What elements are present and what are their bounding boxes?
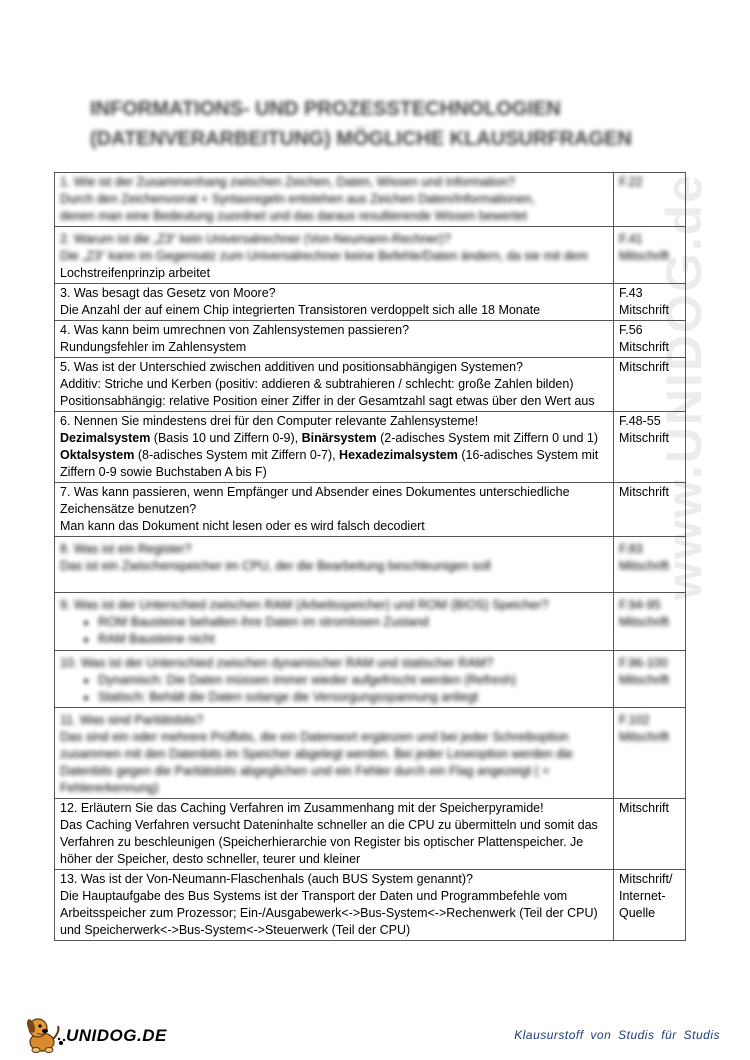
- source-line: Mitschrift: [619, 673, 669, 687]
- question-cell: [55, 321, 614, 358]
- term-bold: Dezimalsystem: [60, 431, 151, 445]
- source-line: F.56: [619, 323, 643, 337]
- question-cell: [55, 173, 614, 227]
- question-cell: [55, 799, 614, 870]
- question-text: 10. Was ist der Unterschied zwischen dynamischer RAM und statischer RAM?: [60, 656, 494, 670]
- source-line: F.43: [619, 286, 643, 300]
- table-row: [55, 284, 686, 321]
- question-cell: [55, 870, 614, 941]
- question-text: 3. Was besagt das Gesetz von Moore?: [60, 286, 276, 300]
- table-row: [55, 321, 686, 358]
- answer-line: Man kann das Dokument nicht lesen oder es wird falsch decodiert: [60, 519, 425, 533]
- source-cell: [614, 708, 686, 799]
- table-row: [55, 173, 686, 227]
- question-cell: [55, 483, 614, 537]
- source-line: F.102: [619, 713, 650, 727]
- source-cell: [614, 593, 686, 651]
- term-bold: Oktalsystem: [60, 448, 135, 462]
- footer-tagline: Klausurstoff von Studis für Studis: [514, 1028, 720, 1042]
- question-cell: [55, 284, 614, 321]
- term-bold: Binärsystem: [301, 431, 377, 445]
- source-cell: [614, 173, 686, 227]
- source-cell: [614, 321, 686, 358]
- question-text: 4. Was kann beim umrechnen von Zahlensystemen passieren?: [60, 323, 410, 337]
- source-cell: [614, 358, 686, 412]
- table-row: [55, 483, 686, 537]
- source-line: Mitschrift: [619, 559, 669, 573]
- list-item: • RAM Bausteine nicht: [98, 631, 608, 648]
- answer-line: Die Hauptaufgabe des Bus Systems ist der Transport der Daten und Programmbefehle vom Arbeitsspeicher zum Prozessor; Ein-/Ausgabewerk<->Bus-System<->Rechenwerk (Teil der CPU) und Speicherwerk<->Bus-System<->Steuerwerk (Teil der CPU): [60, 889, 598, 937]
- source-line: Quelle: [619, 906, 656, 920]
- source-cell: [614, 537, 686, 593]
- source-cell: [614, 799, 686, 870]
- table-row: [55, 870, 686, 941]
- source-line: Mitschrift/: [619, 872, 673, 886]
- answer-line: Fehlererkennung): [60, 781, 159, 795]
- answer-line: Datenbits gegen die Paritätsbits abgeglichen und ein Fehler durch ein Flag angezeigt ( =: [60, 764, 550, 778]
- answer-line: denen man eine Bedeutung zuordnet und das daraus resultierende Wissen bewertet: [60, 209, 527, 223]
- table-row: [55, 358, 686, 412]
- question-text: 7. Was kann passieren, wenn Empfänger und Absender eines Dokumentes unterschiedliche Zeichensätze benutzen?: [60, 485, 570, 516]
- question-text: 9. Was ist der Unterschied zwischen RAM (Arbeitsspeicher) und ROM (BIOS) Speicher?: [60, 598, 549, 612]
- source-line: Mitschrift: [619, 360, 669, 374]
- question-text: 5. Was ist der Unterschied zwischen additiven und positionsabhängigen Systemen?: [60, 360, 523, 374]
- list-item: • Statisch: Behält die Daten solange die Versorgungsspannung anliegt: [98, 689, 608, 706]
- table-row: [55, 708, 686, 799]
- source-cell: [614, 284, 686, 321]
- list-item: • Dynamisch: Die Daten müssen immer wieder aufgefrischt werden (Refresh): [98, 672, 608, 689]
- question-cell: [55, 227, 614, 284]
- table-row: [55, 537, 686, 593]
- source-line: F.83: [619, 542, 643, 556]
- question-text: 2. Warum ist die „Z3“ kein Universalrechner (Von-Neumann-Rechner)?: [60, 232, 451, 246]
- source-line: Mitschrift: [619, 801, 669, 815]
- term-desc: (Basis 10 und Ziffern 0-9),: [150, 431, 302, 445]
- question-text: 1. Wie ist der Zusammenhang zwischen Zeichen, Daten, Wissen und Information?: [60, 175, 516, 189]
- bullet-list: [60, 672, 608, 706]
- table-row: [55, 593, 686, 651]
- brand-name: UNIDOG.DE: [66, 1026, 167, 1045]
- question-text: 11. Was sind Paritätsbits?: [60, 713, 204, 727]
- answer-line: Durch den Zeichenvorrat + Syntaxregeln entstehen aus Zeichen Daten/Informationen,: [60, 192, 535, 206]
- source-cell: [614, 870, 686, 941]
- question-cell: [55, 412, 614, 483]
- answer-line: Das ist ein Zwischenspeicher im CPU, der die Bearbeitung beschleunigen soll: [60, 559, 491, 573]
- bullet-list: [60, 614, 608, 648]
- answer-line: Das Caching Verfahren versucht Dateninhalte schneller an die CPU zu übermitteln und somit das Verfahren zu beschleunigen (Speicherhierarchie von Register bis optischer Plattenspeicher. Je höher der Speicher, desto schneller, teurer und kleiner: [60, 818, 598, 866]
- answer-line: Additiv: Striche und Kerben (positiv: addieren & subtrahieren / schlecht: große Zahlen bilden): [60, 377, 574, 391]
- question-cell: [55, 593, 614, 651]
- title-line-1: INFORMATIONS- UND PROZESSTECHNOLOGIEN: [90, 98, 561, 120]
- source-line: Mitschrift: [619, 730, 669, 744]
- list-item: • ROM Bausteine behalten ihre Daten im stromlosen Zustand: [98, 614, 608, 631]
- questions-table: [54, 172, 686, 941]
- term-desc: (16-adisches System mit Ziffern 0-9 sowie Buchstaben A bis F): [60, 448, 599, 479]
- table-row: [55, 651, 686, 708]
- source-line: Internet-: [619, 889, 666, 903]
- source-cell: [614, 227, 686, 284]
- source-line: Mitschrift: [619, 485, 669, 499]
- source-line: Mitschrift: [619, 431, 669, 445]
- question-text: 12. Erläutern Sie das Caching Verfahren im Zusammenhang mit der Speicherpyramide!: [60, 801, 544, 815]
- table-row: [55, 227, 686, 284]
- answer-paragraph: [60, 430, 608, 481]
- question-text: 6. Nennen Sie mindestens drei für den Computer relevante Zahlensysteme!: [60, 414, 479, 428]
- title-line-2: (DATENVERARBEITUNG) MÖGLICHE KLAUSURFRAGEN: [90, 128, 632, 150]
- answer-line: Das sind ein oder mehrere Prüfbits, die ein Datenwort ergänzen und bei jeder Schreiboption: [60, 730, 569, 744]
- table-row: [55, 799, 686, 870]
- watermark: www.UNIDOG.de: [656, 173, 712, 600]
- term-desc: (8-adisches System mit Ziffern 0-7),: [134, 448, 340, 462]
- source-cell: [614, 412, 686, 483]
- source-line: Mitschrift: [619, 303, 669, 317]
- question-cell: [55, 708, 614, 799]
- question-cell: [55, 651, 614, 708]
- source-line: Mitschrift: [619, 615, 669, 629]
- answer-line: zusammen mit den Datenbits im Speicher abgelegt werden. Bei jeder Leseoption werden die: [60, 747, 573, 761]
- answer-line: Lochstreifenprinzip arbeitet: [60, 266, 211, 280]
- document-title: [90, 94, 710, 154]
- question-cell: [55, 537, 614, 593]
- answer-line: Die „Z3“ kann im Gegensatz zum Universalrechner keine Befehle/Daten ändern, da sie mit dem: [60, 249, 589, 263]
- dog-mascot-icon: [22, 1012, 66, 1056]
- source-cell: [614, 483, 686, 537]
- table-row: [55, 412, 686, 483]
- answer-line: Die Anzahl der auf einem Chip integrierten Transistoren verdoppelt sich alle 18 Monate: [60, 303, 541, 317]
- source-line: F.22: [619, 175, 643, 189]
- answer-line: Positionsabhängig: relative Position einer Ziffer in der Gesamtzahl sagt etwas über den Wert aus: [60, 394, 595, 408]
- answer-line: Rundungsfehler im Zahlensystem: [60, 340, 247, 354]
- source-line: F.96-100: [619, 656, 668, 670]
- question-text: 8. Was ist ein Register?: [60, 542, 192, 556]
- term-bold: Hexadezimalsystem: [339, 448, 458, 462]
- question-cell: [55, 358, 614, 412]
- source-line: Mitschrift: [619, 249, 669, 263]
- unidog-logo[interactable]: [22, 1012, 167, 1056]
- source-cell: [614, 651, 686, 708]
- source-line: F.48-55: [619, 414, 661, 428]
- source-line: F.41: [619, 232, 643, 246]
- question-text: 13. Was ist der Von-Neumann-Flaschenhals (auch BUS System genannt)?: [60, 872, 473, 886]
- source-line: Mitschrift: [619, 340, 669, 354]
- source-line: F.94-95: [619, 598, 661, 612]
- term-desc: (2-adisches System mit Ziffern 0 und 1): [376, 431, 598, 445]
